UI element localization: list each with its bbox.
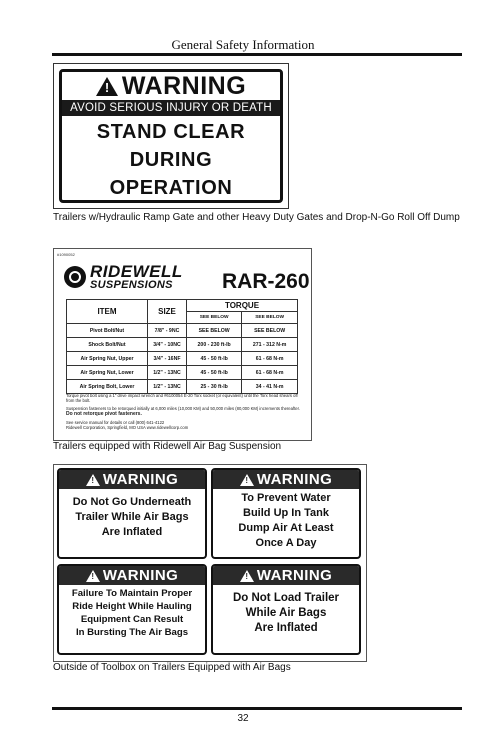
warning-line: Once A Day xyxy=(255,537,317,549)
column-header: ITEM xyxy=(67,300,148,324)
warning-header xyxy=(59,470,205,489)
decal-caption: Trailers equipped with Ridewell Air Bag Suspension xyxy=(53,441,282,452)
warning-header xyxy=(62,72,280,100)
table-cell: 7/8" - 9NC xyxy=(148,324,187,338)
warning-line: Are Inflated xyxy=(101,526,163,538)
signal-word: WARNING xyxy=(256,471,333,488)
warning-line: Are Inflated xyxy=(254,622,318,634)
warning-line: Dump Air At Least xyxy=(238,522,334,534)
decal-notes xyxy=(66,393,302,430)
stand-clear-warning-sign xyxy=(53,63,289,209)
torque-table xyxy=(66,299,298,394)
table-cell: Air Spring Bolt, Lower xyxy=(67,380,148,394)
ridewell-torque-decal xyxy=(53,248,312,441)
warning-line: OPERATION xyxy=(109,177,233,199)
table-cell: 61 - 68 N-m xyxy=(242,352,298,366)
air-bag-warning-panels xyxy=(53,464,367,662)
warning-line: Do Not Go Underneath xyxy=(72,496,192,508)
warning-header xyxy=(59,566,205,585)
table-cell: Air Spring Nut, Upper xyxy=(67,352,148,366)
signal-word: WARNING xyxy=(102,471,179,488)
retorque-warning: Do not retorque pivot fasteners. xyxy=(66,411,142,418)
table-cell: 45 - 50 ft-lb xyxy=(187,366,242,380)
table-row xyxy=(67,380,298,394)
table-row xyxy=(67,338,298,352)
warning-band: AVOID SERIOUS INJURY OR DEATH xyxy=(62,100,280,116)
table-cell: Shock Bolt/Nut xyxy=(67,338,148,352)
torque-note: Torque pivot bolt using a 1" drive impact wrench and #6100054 E-20 Torx socket (or equivalent) until the Torx head shears off from the bolt. xyxy=(66,393,298,404)
warning-panel xyxy=(57,468,207,559)
warning-panel xyxy=(57,564,207,655)
table-cell: 1/2" - 13NC xyxy=(148,366,187,380)
header-rule xyxy=(52,53,462,56)
table-cell: 45 - 50 ft-lb xyxy=(187,352,242,366)
retorque-text: Suspension fasteners to be retorqued initially at 6,000 miles (10,000 KM) and 50,000 miles (80,000 KM) increments thereafter. xyxy=(66,405,300,411)
model-number: RAR-260 xyxy=(222,270,310,293)
warning-line: To Prevent Water xyxy=(241,492,331,504)
table-cell: Pivot Bolt/Nut xyxy=(67,324,148,338)
page-number: 32 xyxy=(237,713,249,724)
warning-line: Failure To Maintain Proper xyxy=(71,588,193,599)
part-number: #1090052 xyxy=(57,252,75,257)
warning-line: DURING xyxy=(129,149,213,171)
signal-word: WARNING xyxy=(256,567,333,584)
sign-caption: Trailers w/Hydraulic Ramp Gate and other Heavy Duty Gates and Drop-N-Go Roll Off Dump xyxy=(53,212,460,223)
ridewell-logo-icon xyxy=(64,266,86,288)
signal-word: WARNING xyxy=(102,567,179,584)
column-header: SIZE xyxy=(148,300,187,324)
warning-header xyxy=(213,566,359,585)
table-cell: SEE BELOW xyxy=(187,324,242,338)
retorque-note xyxy=(66,406,302,418)
table-row xyxy=(67,324,298,338)
warning-message xyxy=(59,585,205,639)
warning-message xyxy=(213,585,359,636)
column-header: TORQUE xyxy=(187,300,298,312)
company-note: Ridewell Corporation, Springfield, MO USA www.ridewellcorp.com xyxy=(66,425,189,431)
table-header-row xyxy=(67,300,298,312)
warning-message xyxy=(59,489,205,540)
sub-header: SEE BELOW xyxy=(187,312,242,324)
table-cell: 34 - 41 N-m xyxy=(242,380,298,394)
warning-line: While Air Bags xyxy=(245,607,327,619)
warning-line: Trailer While Air Bags xyxy=(75,511,189,523)
table-row xyxy=(67,366,298,380)
warning-panel xyxy=(211,468,361,559)
table-cell: Air Spring Nut, Lower xyxy=(67,366,148,380)
table-row xyxy=(67,352,298,366)
warning-panel xyxy=(211,564,361,655)
warning-triangle-icon xyxy=(240,570,254,582)
warning-triangle-icon xyxy=(86,474,100,486)
warning-line: Equipment Can Result xyxy=(80,614,184,625)
warning-line: Ride Height While Hauling xyxy=(72,601,192,612)
table-cell: 271 - 312 N-m xyxy=(242,338,298,352)
warning-line: Build Up In Tank xyxy=(243,507,329,519)
footer-rule xyxy=(52,707,462,710)
table-cell: SEE BELOW xyxy=(242,324,298,338)
table-cell: 3/4" - 10NC xyxy=(148,338,187,352)
table-cell: 1/2" - 13NC xyxy=(148,380,187,394)
warning-line: Do Not Load Trailer xyxy=(232,592,340,604)
brand-name: RIDEWELL xyxy=(90,262,183,281)
table-cell: 3/4" - 16NF xyxy=(148,352,187,366)
service-note: See service manual for details or call (800) 641-4122 xyxy=(66,419,165,425)
signal-word: WARNING xyxy=(121,71,247,100)
brand-subtitle: SUSPENSIONS xyxy=(90,279,173,291)
warning-triangle-icon xyxy=(86,570,100,582)
page-title: General Safety Information xyxy=(171,37,315,52)
table-cell: 61 - 68 N-m xyxy=(242,366,298,380)
warning-header xyxy=(213,470,359,489)
panels-caption: Outside of Toolbox on Trailers Equipped with Air Bags xyxy=(53,662,291,673)
table-cell: 200 - 230 ft-lb xyxy=(187,338,242,352)
warning-message xyxy=(62,116,280,202)
table-cell: 25 - 30 ft-lb xyxy=(187,380,242,394)
warning-line: STAND CLEAR xyxy=(96,121,246,143)
warning-sign-border xyxy=(59,69,283,203)
sub-header: SEE BELOW xyxy=(242,312,298,324)
warning-triangle-icon xyxy=(240,474,254,486)
warning-line: In Bursting The Air Bags xyxy=(75,627,189,638)
warning-triangle-icon xyxy=(96,77,118,96)
warning-message xyxy=(213,489,359,551)
